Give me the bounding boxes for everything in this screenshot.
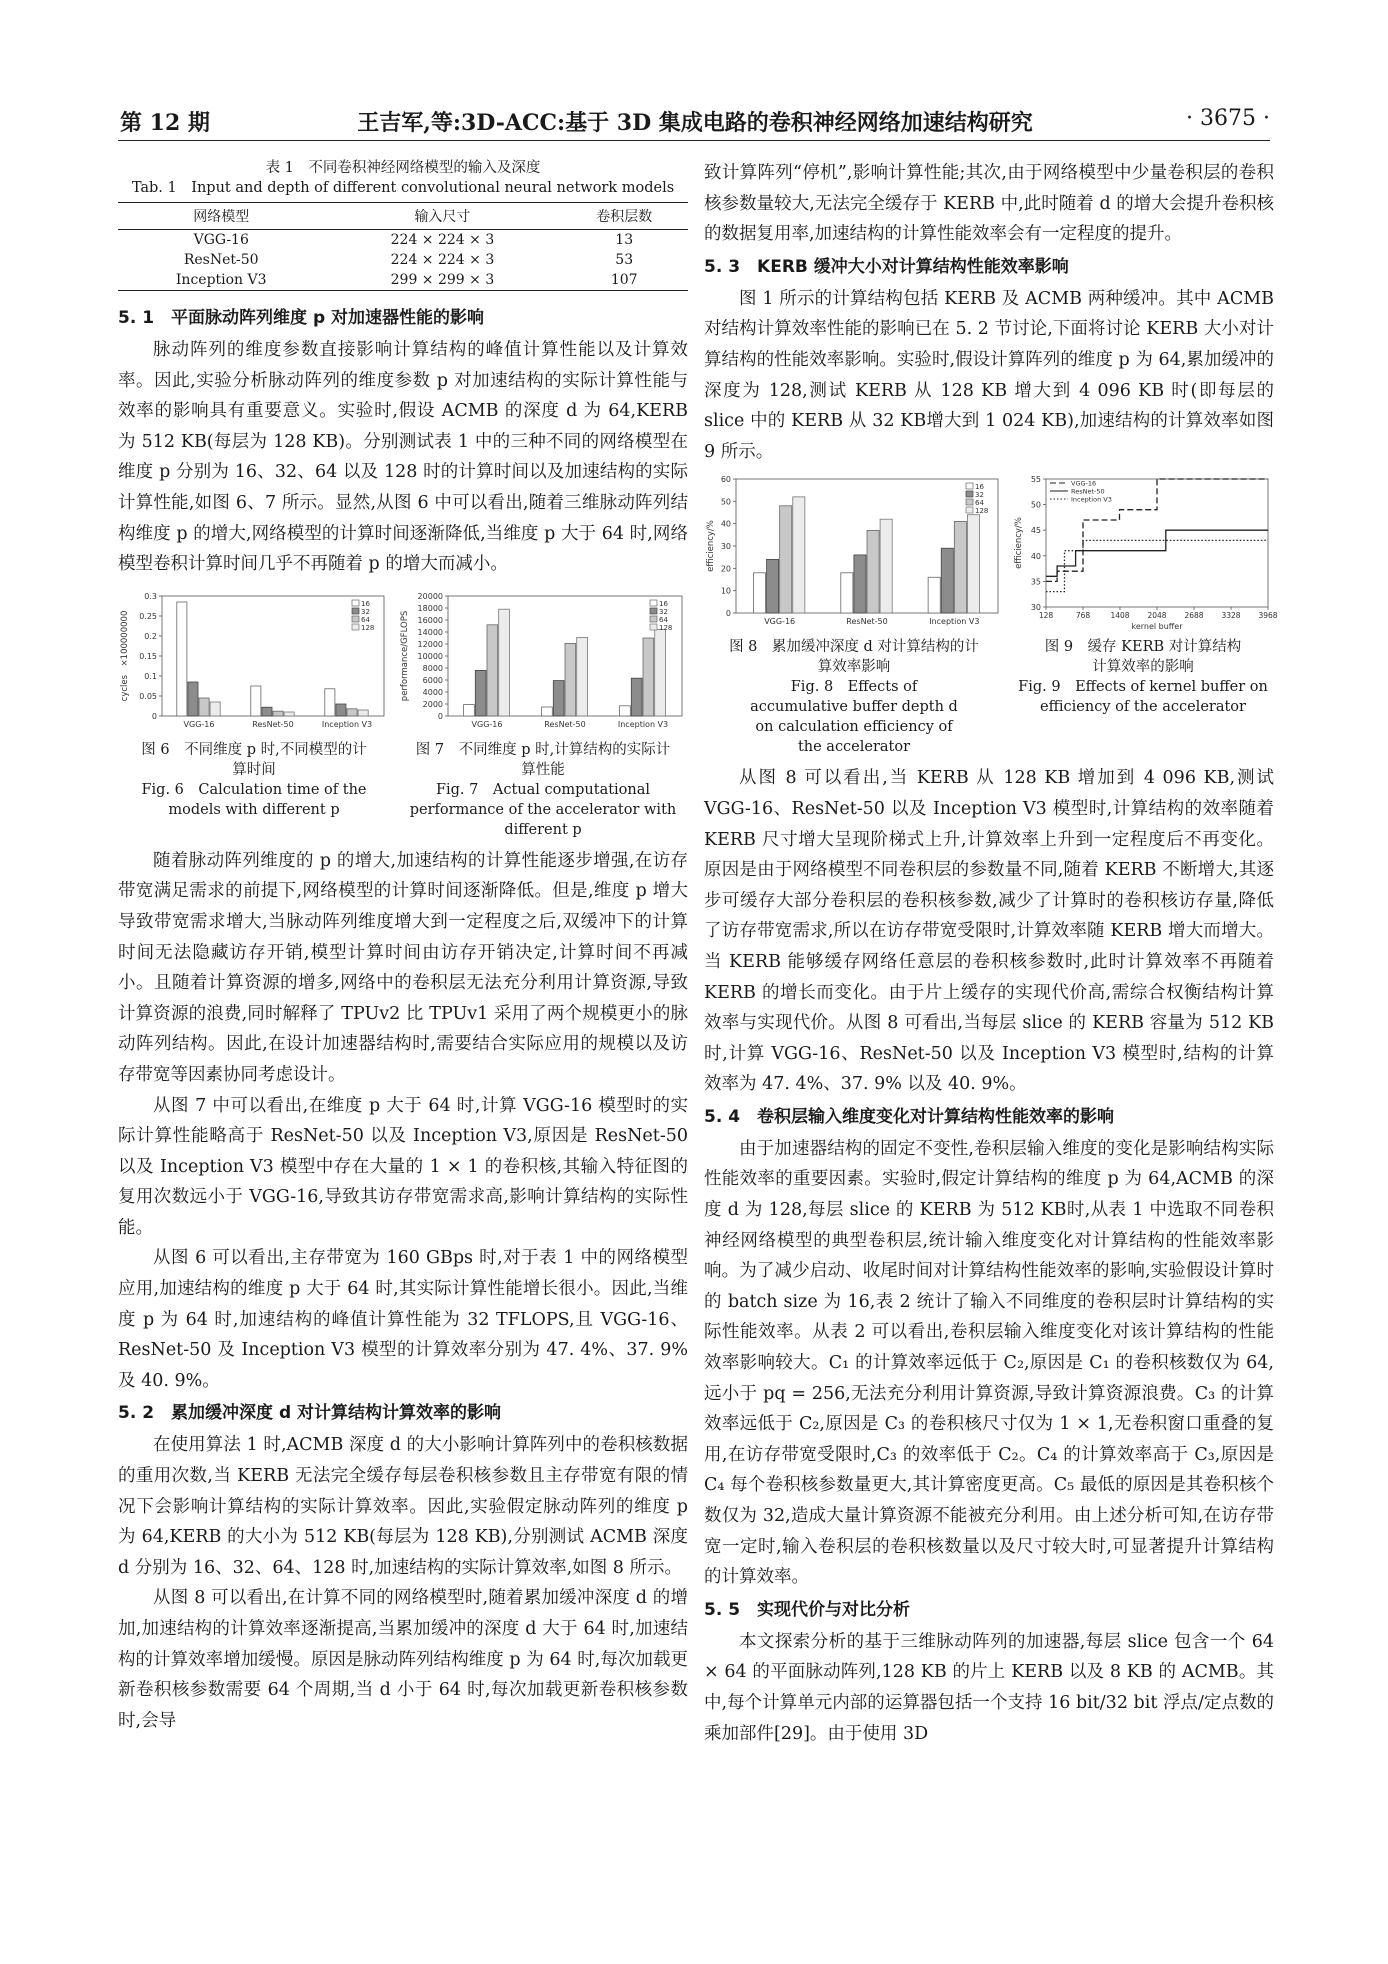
table-row <box>118 250 688 270</box>
legend-label: 16 <box>659 599 668 608</box>
paragraph: 由于加速器结构的固定不变性,卷积层输入维度的变化是影响结构实际性能效率的重要因素。实验时,假定计算结构的维度 p 为 64,ACMB 的深度 d 为 128,每层 slice 的 KERB 为 512 KB时,从表 1 中选取不同卷积神经网络模型的典型卷积层,统计输入维度变化对计算结构的性能效率影响。为了减少启动、收尾时间对计算结构性能效率的影响,实验假设计算时的 batch size 为 16,表 2 统计了输入不同维度的卷积层时计算结构的实际性能效率。从表 2 可以看出,卷积层输入维度变化对该计算结构的性能效率影响较大。C₁ 的计算效率远低于 C₂,原因是 C₁ 的卷积核数仅为 64,远小于 pq = 256,无法充分利用计算资源,导致计算资源浪费。C₃ 的计算效率远低于 C₂,原因是 C₃ 的卷积核尺寸仅为 1 × 1,无卷积窗口重叠的复用,在访存带宽受限时,C₃ 的效率低于 C₂。C₄ 的计算效率高于 C₃,原因是 C₄ 每个卷积核参数量更大,其计算密度更高。C₅ 最低的原因是其卷积核个数仅为 32,造成大量计算资源不能被充分利用。由上述分析可知,在访存带宽一定时,输入卷积层的卷积核数量以及尺寸较大时,可显著提升计算结构的计算效率。 <box>704 1138 1274 1588</box>
bar <box>867 531 879 614</box>
y-axis-label: efficiency/% <box>1014 517 1024 570</box>
y-tick-label: 20 <box>720 564 731 574</box>
bar <box>358 710 368 716</box>
y-tick-label: 0 <box>151 711 157 721</box>
y-tick-label: 40 <box>1030 552 1041 562</box>
legend-label: 128 <box>659 623 673 632</box>
table-cell: 53 <box>615 252 634 268</box>
paragraph: 在使用算法 1 时,ACMB 深度 d 的大小影响计算阵列中的卷积核数据的重用次数,当 KERB 无法完全缓存每层卷积核参数且主存带宽有限的情况下会影响计算结构的实际计算效率。因此,实验假定脉动阵列的维度 p 为 64,KERB 的大小为 512 KB(每层为 128 KB),分别测试 ACMB 深度 d 分别为 16、32、64、128 时,加速结构的实际计算效率,如图 8 所示。 <box>118 1435 688 1578</box>
y-tick-label: 0 <box>725 609 731 619</box>
x-tick-label: ResNet-50 <box>846 617 888 627</box>
running-title: 王吉军,等:3D-ACC:基于 3D 集成电路的卷积神经网络加速结构研究 <box>357 110 1033 136</box>
fig6-caption-en: Fig. 6 Calculation time of the models with different p <box>141 781 367 818</box>
bar <box>188 682 198 716</box>
table-cell: VGG-16 <box>193 232 249 248</box>
bar <box>841 573 853 613</box>
fig8-caption-cn: 图 8 累加缓冲深度 d 对计算结构的计算效率影响 <box>729 639 979 676</box>
right-column <box>704 158 1278 1749</box>
x-tick-label: Inception V3 <box>929 617 980 627</box>
legend-swatch <box>650 616 657 622</box>
legend-swatch <box>352 600 359 606</box>
fig8-caption-en: Fig. 8 Effects of accumulative buffer depth d on calculation efficiency of the accelerator <box>750 679 958 756</box>
bar <box>325 689 335 716</box>
bar <box>620 706 631 716</box>
y-tick-label: 40 <box>720 520 731 530</box>
y-tick-label: 55 <box>1030 475 1041 485</box>
y-tick-label: 0.25 <box>139 611 157 621</box>
legend-swatch <box>352 616 359 622</box>
y-tick-label: 0 <box>437 711 443 721</box>
section-heading-5-2: 5. 2 累加缓冲深度 d 对计算结构计算效率的影响 <box>118 1403 502 1424</box>
bar <box>199 698 209 716</box>
y-axis-label: efficiency/% <box>706 520 716 573</box>
bar <box>854 555 866 613</box>
legend-swatch <box>966 507 973 513</box>
y-tick-label: 4000 <box>422 687 443 697</box>
paragraph: 图 1 所示的计算结构包括 KERB 及 ACMB 两种缓冲。其中 ACMB 对结构计算效率性能的影响已在 5. 2 节讨论,下面将讨论 KERB 大小对计算结构的性能效率影响。实验时,假设计算阵列的维度 p 为 64,累加缓冲的深度为 128,测试 KERB 从 128 KB 增大到 4 096 KB 时(即每层的 slice 中的 KERB 从 32 KB增大到 1 024 KB),加速结构的计算效率如图 9 所示。 <box>704 288 1274 462</box>
bar <box>577 637 588 716</box>
figure-6 <box>118 588 390 840</box>
table-cell: 299 × 299 × 3 <box>324 270 560 291</box>
y-tick-label: 0.05 <box>139 691 157 701</box>
bar <box>499 609 510 716</box>
paragraph: 从图 8 可以看出,在计算不同的网络模型时,随着累加缓冲深度 d 的增加,加速结构的计算效率逐渐提高,当累加缓冲的深度 d 大于 64 时,加速结构的计算效率增加缓慢。原因是脉动阵列结构维度 p 为 64 时,每次加载更新卷积核参数需要 64 个周期,当 d 小于 64 时,每次加载更新卷积核参数时,会导 <box>118 1588 688 1731</box>
table-header: 卷积层数 <box>560 203 688 230</box>
y-tick-label: 20000 <box>417 591 443 601</box>
figure-8 <box>704 473 1004 757</box>
x-tick-label: 1408 <box>1110 611 1130 621</box>
legend-label: 64 <box>659 615 668 624</box>
legend-label: ResNet-50 <box>1071 487 1105 496</box>
y-tick-label: 45 <box>1030 526 1041 536</box>
x-tick-label: VGG-16 <box>471 719 503 729</box>
table1-caption-en: Tab. 1 Input and depth of different convolutional neural network models <box>131 180 675 196</box>
bar <box>210 702 220 716</box>
legend-swatch <box>650 608 657 614</box>
paragraph: 从图 7 中可以看出,在维度 p 大于 64 时,计算 VGG-16 模型时的实际计算性能略高于 ResNet-50 以及 Inception V3,原因是 ResNet-50 以及 Inception V3 模型中存在大量的 1 × 1 的卷积核,其输入特征图的复用次数远小于 VGG-16,导致其访存带宽需求高,影响计算结构的实际性能。 <box>118 1095 688 1238</box>
page-number: · 3675 · <box>1186 106 1270 131</box>
legend-label: 64 <box>361 615 370 624</box>
section-heading-5-3: 5. 3 KERB 缓冲大小对计算结构性能效率影响 <box>704 256 1069 277</box>
bar <box>542 707 553 716</box>
bar <box>967 515 979 613</box>
y-tick-label: 18000 <box>417 603 443 613</box>
y-tick-label: 30 <box>720 542 731 552</box>
table-cell: 224 × 224 × 3 <box>390 252 495 268</box>
section-heading-5-5: 5. 5 实现代价与对比分析 <box>704 1599 911 1620</box>
x-tick-label: VGG-16 <box>183 719 215 729</box>
y-tick-label: 30 <box>1030 603 1041 613</box>
table-cell: 107 <box>560 270 688 291</box>
table-row <box>118 270 688 291</box>
table-row <box>118 230 688 251</box>
bar <box>767 560 779 614</box>
x-tick-label: 2688 <box>1184 611 1204 621</box>
y-tick-label: 50 <box>1030 500 1041 510</box>
table-header: 输入尺寸 <box>324 203 560 230</box>
y-tick-label: 6000 <box>422 675 443 685</box>
y-axis-label: performance/GFLOPS <box>400 610 410 701</box>
figure-7 <box>398 588 688 840</box>
bar <box>262 707 272 716</box>
bar <box>643 638 654 716</box>
header-rule <box>118 140 1270 141</box>
paragraph: 从图 6 可以看出,主存带宽为 160 GBps 时,对于表 1 中的网络模型应用,加速结构的维度 p 大于 64 时,其实际计算性能增长很小。因此,当维度 p 为 64 时,加速结构的峰值计算性能为 32 TFLOPS,且 VGG-16、ResNet-50 及 Inception V3 模型的计算效率分别为 47. 4%、37. 9% 及 40. 9%。 <box>118 1248 688 1391</box>
bar <box>793 497 805 613</box>
bar <box>880 520 892 614</box>
series-line <box>1046 541 1268 592</box>
legend-label: 16 <box>975 483 984 492</box>
legend-swatch <box>352 624 359 630</box>
figure-row-8-9 <box>704 473 1278 757</box>
legend-label: 32 <box>361 607 370 616</box>
x-tick-label: 2048 <box>1147 611 1167 621</box>
table1-caption-cn: 表 1 不同卷积神经网络模型的输入及深度 <box>265 160 541 176</box>
x-tick-label: 3968 <box>1258 611 1278 621</box>
bar <box>487 625 498 716</box>
section-heading-5-4: 5. 4 卷积层输入维度变化对计算结构性能效率的影响 <box>704 1106 1115 1127</box>
table-cell: 224 × 224 × 3 <box>390 232 495 248</box>
y-axis-label: cycles ×100000000 <box>120 610 130 702</box>
bar <box>780 506 792 613</box>
bar <box>177 602 187 716</box>
y-tick-label: 35 <box>1030 577 1041 587</box>
table-cell: 13 <box>615 232 634 248</box>
y-tick-label: 50 <box>720 497 731 507</box>
bar <box>464 704 475 715</box>
fig9-caption-cn: 图 9 缓存 KERB 对计算结构计算效率的影响 <box>1044 639 1242 676</box>
legend-swatch <box>650 624 657 630</box>
x-tick-label: Inception V3 <box>321 719 373 729</box>
x-tick-label: VGG-16 <box>764 617 796 627</box>
bar <box>954 522 966 614</box>
y-tick-label: 60 <box>720 475 731 485</box>
bar <box>347 709 357 716</box>
legend-swatch <box>966 499 973 505</box>
bar <box>565 643 576 716</box>
paragraph: 脉动阵列的维度参数直接影响计算结构的峰值计算性能以及计算效率。因此,实验分析脉动阵列的维度参数 p 对加速结构的实际计算性能与效率的影响具有重要意义。实验时,假设 ACMB 的深度 d 为 64,KERB 为 512 KB(每层为 128 KB)。分别测试表 1 中的三种不同的网络模型在维度 p 分别为 16、32、64 以及 128 时的计算时间以及加速结构的实际计算性能,如图 6、7 所示。显然,从图 6 中可以看出,随着三维脉动阵列结构维度 p 的增大,网络模型的计算时间逐渐降低,当维度 p 大于 64 时,网络模型卷积计算时间几乎不再随着 p 的增大而减小。 <box>118 340 688 575</box>
y-tick-label: 0.2 <box>144 631 157 641</box>
paragraph: 从图 8 可以看出,当 KERB 从 128 KB 增加到 4 096 KB,测试 VGG-16、ResNet-50 以及 Inception V3 模型时,计算结构的效率随着 KERB 尺寸增大呈现阶梯式上升,计算效率上升到一定程度后不再变化。原因是由于网络模型不同卷积层的参数量不同,随着 KERB 不断增大,其逐步可缓存大部分卷积层的卷积核参数,减少了计算时的卷积核访存量,降低了访存带宽需求,所以在访存带宽受限时,计算效率随 KERB 增大而增大。当 KERB 能够缓存网络任意层的卷积核参数时,此时计算效率不再随着 KERB 的增长而变化。由于片上缓存的实现代价高,需综合权衡结构计算效率与实现代价。从图 8 可看出,当每层 slice 的 KERB 容量为 512 KB 时,计算 VGG-16、ResNet-50 以及 Inception V3 模型时,结构的计算效率为 47. 4%、37. 9% 以及 40. 9%。 <box>704 768 1274 1095</box>
legend-label: Inception V3 <box>1071 495 1112 504</box>
legend-label: VGG-16 <box>1071 479 1097 488</box>
table-cell: ResNet-50 <box>183 252 259 268</box>
x-tick-label: Inception V3 <box>617 719 669 729</box>
y-tick-label: 0.3 <box>144 591 157 601</box>
legend-label: 128 <box>975 507 989 516</box>
bar <box>941 549 953 614</box>
section-heading-5-1: 5. 1 平面脉动阵列维度 p 对加速器性能的影响 <box>118 308 485 328</box>
chart-fig7 <box>398 588 688 736</box>
table1 <box>118 202 688 291</box>
bar <box>251 686 261 716</box>
table-cell: Inception V3 <box>118 270 324 291</box>
x-axis-label: kernel buffer <box>1131 622 1183 632</box>
legend-label: 32 <box>659 607 668 616</box>
issue-number: 第 12 期 <box>120 110 210 136</box>
paragraph: 本文探索分析的基于三维脉动阵列的加速器,每层 slice 包含一个 64 × 64 的平面脉动阵列,128 KB 的片上 KERB 以及 8 KB 的 ACMB。其中,每个计算单元内部的运算器包括一个支持 16 bit/32 bit 浮点/定点数的乘加部件[29]。由于使用 3D <box>704 1631 1274 1744</box>
legend-label: 64 <box>975 499 984 508</box>
table-header-row <box>118 203 688 230</box>
y-tick-label: 10000 <box>417 651 443 661</box>
figure-row-6-7 <box>118 588 688 840</box>
legend-swatch <box>966 483 973 489</box>
bar <box>475 670 486 716</box>
paragraph: 随着脉动阵列维度的 p 的增大,加速结构的计算性能逐步增强,在访存带宽满足需求的前提下,网络模型的计算时间逐渐降低。但是,维度 p 增大导致带宽需求增大,当脉动阵列维度增大到一定程度之后,双缓冲下的计算时间无法隐藏访存开销,模型计算时间由访存开销决定,计算时间不再减小。且随着计算资源的增多,网络中的卷积层无法充分利用计算资源,导致计算资源的浪费,同时解释了 TPUv2 比 TPUv1 采用了两个规模更小的脉动阵列结构。因此,在设计加速器结构时,需要结合实际应用的规模以及访存带宽等因素协同考虑设计。 <box>118 850 688 1085</box>
running-header <box>120 100 1270 136</box>
left-column <box>118 158 688 1736</box>
y-tick-label: 0.15 <box>139 651 157 661</box>
y-tick-label: 10 <box>720 587 731 597</box>
x-tick-label: 3328 <box>1221 611 1241 621</box>
legend-label: 128 <box>361 623 375 632</box>
legend-swatch <box>650 600 657 606</box>
y-tick-label: 8000 <box>422 663 443 673</box>
y-tick-label: 14000 <box>417 627 443 637</box>
bar <box>753 573 765 613</box>
paragraph: 致计算阵列“停机”,影响计算性能;其次,由于网络模型中少量卷积层的卷积核参数量较大,无法完全缓存于 KERB 中,此时随着 d 的增大会提升卷积核的数据复用率,加速结构的计算性能效率会有一定程度的提升。 <box>704 163 1274 245</box>
y-tick-label: 16000 <box>417 615 443 625</box>
fig9-caption-en: Fig. 9 Effects of kernel buffer on efficiency of the accelerator <box>1018 679 1268 716</box>
x-tick-label: ResNet-50 <box>544 719 586 729</box>
y-tick-label: 12000 <box>417 639 443 649</box>
bar <box>284 712 294 716</box>
figure-9 <box>1012 473 1278 757</box>
bar <box>655 629 666 715</box>
chart-fig8 <box>704 473 1004 633</box>
fig6-caption-cn: 图 6 不同维度 p 时,不同模型的计算时间 <box>141 741 367 778</box>
chart-fig9 <box>1012 473 1278 633</box>
legend-label: 32 <box>975 491 984 500</box>
x-tick-label: 128 <box>1038 611 1054 621</box>
chart-fig6 <box>118 588 390 736</box>
series-line <box>1046 531 1268 577</box>
bar <box>928 578 940 614</box>
fig7-caption-cn: 图 7 不同维度 p 时,计算结构的实际计算性能 <box>415 741 671 778</box>
table-header: 网络模型 <box>118 203 324 230</box>
x-tick-label: 768 <box>1075 611 1091 621</box>
fig7-caption-en: Fig. 7 Actual computational performance of the accelerator with different p <box>409 781 677 838</box>
bar <box>631 678 642 716</box>
legend-label: 16 <box>361 599 370 608</box>
bar <box>336 704 346 716</box>
bar <box>273 711 283 716</box>
x-tick-label: ResNet-50 <box>252 719 294 729</box>
y-tick-label: 0.1 <box>144 671 157 681</box>
y-tick-label: 2000 <box>422 699 443 709</box>
bar <box>553 680 564 715</box>
legend-swatch <box>966 491 973 497</box>
legend-swatch <box>352 608 359 614</box>
